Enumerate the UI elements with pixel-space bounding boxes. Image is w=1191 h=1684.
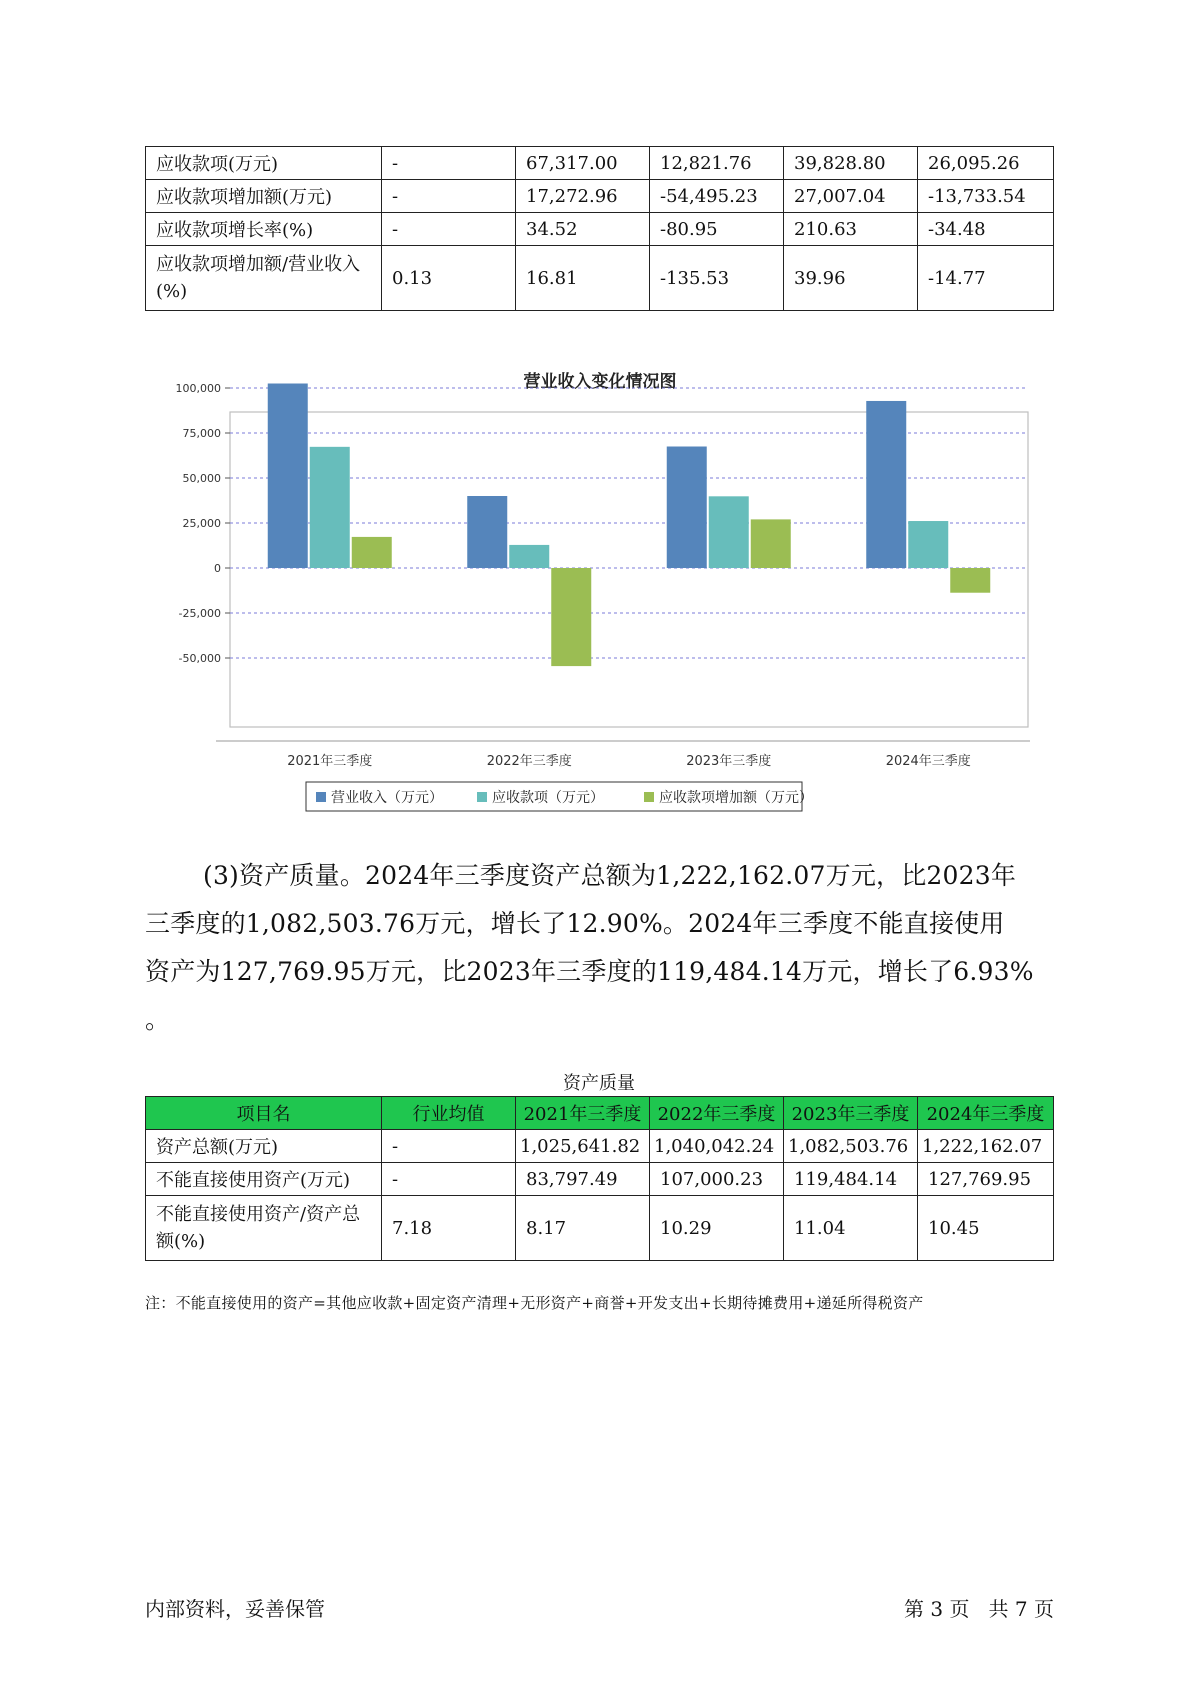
y-tick-label: 25,000 bbox=[182, 517, 221, 530]
x-tick-label: 2024年三季度 bbox=[885, 754, 971, 769]
bar bbox=[950, 568, 990, 593]
legend-swatch bbox=[644, 792, 654, 802]
paragraph-line: 资产为127,769.95万元，比2023年三季度的119,484.14万元，增长了6.93% bbox=[145, 957, 1034, 986]
bar bbox=[908, 521, 948, 568]
y-tick-label: -50,000 bbox=[178, 652, 221, 665]
receivables-table bbox=[145, 146, 1054, 311]
industry-value: - bbox=[382, 147, 516, 180]
footnote: 注：不能直接使用的资产=其他应收款+固定资产清理+无形资产+商誉+开发支出+长期待摊费用+递延所得税资产 bbox=[145, 1294, 924, 1312]
table-row bbox=[146, 1130, 1054, 1163]
bar bbox=[709, 496, 749, 568]
header-industry-average: 行业均值 bbox=[382, 1097, 516, 1130]
value-2024: -14.77 bbox=[918, 246, 1054, 311]
header-2024: 2024年三季度 bbox=[918, 1097, 1054, 1130]
table-caption: 资产质量 bbox=[563, 1073, 635, 1094]
table-row bbox=[146, 1196, 1054, 1261]
y-tick-label: -25,000 bbox=[178, 607, 221, 620]
legend-label: 营业收入（万元） bbox=[331, 790, 443, 806]
table-row bbox=[146, 246, 1054, 311]
paragraph-line: 。 bbox=[145, 1005, 171, 1034]
y-tick-label: 50,000 bbox=[182, 472, 221, 485]
value-2021: 34.52 bbox=[516, 213, 650, 246]
header-2021: 2021年三季度 bbox=[516, 1097, 650, 1130]
bar bbox=[467, 496, 507, 568]
value-2023: 11.04 bbox=[784, 1196, 918, 1261]
value-2024: -13,733.54 bbox=[918, 180, 1054, 213]
row-name: 应收款项增加额(万元) bbox=[146, 180, 382, 213]
value-2023: 27,007.04 bbox=[784, 180, 918, 213]
y-tick-label: 100,000 bbox=[175, 382, 221, 395]
header-item-name: 项目名 bbox=[146, 1097, 382, 1130]
value-2021: 67,317.00 bbox=[516, 147, 650, 180]
value-2022: 1,040,042.24 bbox=[650, 1130, 784, 1163]
table-row bbox=[146, 180, 1054, 213]
x-tick-label: 2021年三季度 bbox=[287, 754, 373, 769]
value-2021: 17,272.96 bbox=[516, 180, 650, 213]
header-2022: 2022年三季度 bbox=[650, 1097, 784, 1130]
table-row bbox=[146, 213, 1054, 246]
paragraph-line: (3)资产质量。2024年三季度资产总额为1,222,162.07万元，比2023年 bbox=[203, 861, 1017, 890]
value-2022: -135.53 bbox=[650, 246, 784, 311]
bar bbox=[310, 447, 350, 568]
bar bbox=[866, 401, 906, 568]
header-2023: 2023年三季度 bbox=[784, 1097, 918, 1130]
row-name: 应收款项(万元) bbox=[146, 147, 382, 180]
value-2024: 26,095.26 bbox=[918, 147, 1054, 180]
y-tick-label: 0 bbox=[214, 562, 221, 575]
industry-value: - bbox=[382, 1130, 516, 1163]
revenue-chart bbox=[140, 360, 1040, 820]
legend-swatch bbox=[316, 792, 326, 802]
table-row bbox=[146, 147, 1054, 180]
table-header-row bbox=[146, 1097, 1054, 1130]
table-row bbox=[146, 1163, 1054, 1196]
bar bbox=[551, 568, 591, 666]
footer-confidential: 内部资料，妥善保管 bbox=[145, 1597, 325, 1621]
bar bbox=[509, 545, 549, 568]
value-2023: 1,082,503.76 bbox=[784, 1130, 918, 1163]
footer-page-number: 第 3 页 共 7 页 bbox=[904, 1597, 1054, 1621]
value-2024: 1,222,162.07 bbox=[918, 1130, 1054, 1163]
value-2021: 83,797.49 bbox=[516, 1163, 650, 1196]
value-2023: 210.63 bbox=[784, 213, 918, 246]
industry-value: - bbox=[382, 1163, 516, 1196]
value-2022: -54,495.23 bbox=[650, 180, 784, 213]
value-2022: 10.29 bbox=[650, 1196, 784, 1261]
industry-value: 7.18 bbox=[382, 1196, 516, 1261]
x-tick-label: 2023年三季度 bbox=[686, 754, 772, 769]
value-2024: 127,769.95 bbox=[918, 1163, 1054, 1196]
paragraph-line: 三季度的1,082,503.76万元，增长了12.90%。2024年三季度不能直接使用 bbox=[145, 909, 1005, 938]
bar bbox=[352, 537, 392, 568]
value-2021: 8.17 bbox=[516, 1196, 650, 1261]
value-2023: 119,484.14 bbox=[784, 1163, 918, 1196]
value-2023: 39.96 bbox=[784, 246, 918, 311]
bar bbox=[268, 384, 308, 569]
value-2023: 39,828.80 bbox=[784, 147, 918, 180]
value-2021: 1,025,641.82 bbox=[516, 1130, 650, 1163]
bar bbox=[751, 519, 791, 568]
value-2021: 16.81 bbox=[516, 246, 650, 311]
row-name: 不能直接使用资产(万元) bbox=[146, 1163, 382, 1196]
row-name: 不能直接使用资产/资产总额(%) bbox=[146, 1196, 382, 1261]
industry-value: 0.13 bbox=[382, 246, 516, 311]
row-name: 应收款项增加额/营业收入(%) bbox=[146, 246, 382, 311]
bar bbox=[667, 447, 707, 569]
value-2022: -80.95 bbox=[650, 213, 784, 246]
row-name: 应收款项增长率(%) bbox=[146, 213, 382, 246]
value-2024: -34.48 bbox=[918, 213, 1054, 246]
asset-quality-paragraph bbox=[145, 852, 1065, 1044]
legend bbox=[306, 782, 813, 811]
value-2024: 10.45 bbox=[918, 1196, 1054, 1261]
industry-value: - bbox=[382, 213, 516, 246]
chart-title: 营业收入变化情况图 bbox=[523, 372, 677, 392]
legend-swatch bbox=[477, 792, 487, 802]
x-tick-label: 2022年三季度 bbox=[486, 754, 572, 769]
asset-quality-table bbox=[145, 1096, 1054, 1261]
y-tick-label: 75,000 bbox=[182, 427, 221, 440]
legend-label: 应收款项（万元） bbox=[492, 790, 604, 806]
value-2022: 107,000.23 bbox=[650, 1163, 784, 1196]
row-name: 资产总额(万元) bbox=[146, 1130, 382, 1163]
industry-value: - bbox=[382, 180, 516, 213]
value-2022: 12,821.76 bbox=[650, 147, 784, 180]
legend-label: 应收款项增加额（万元） bbox=[659, 790, 813, 806]
